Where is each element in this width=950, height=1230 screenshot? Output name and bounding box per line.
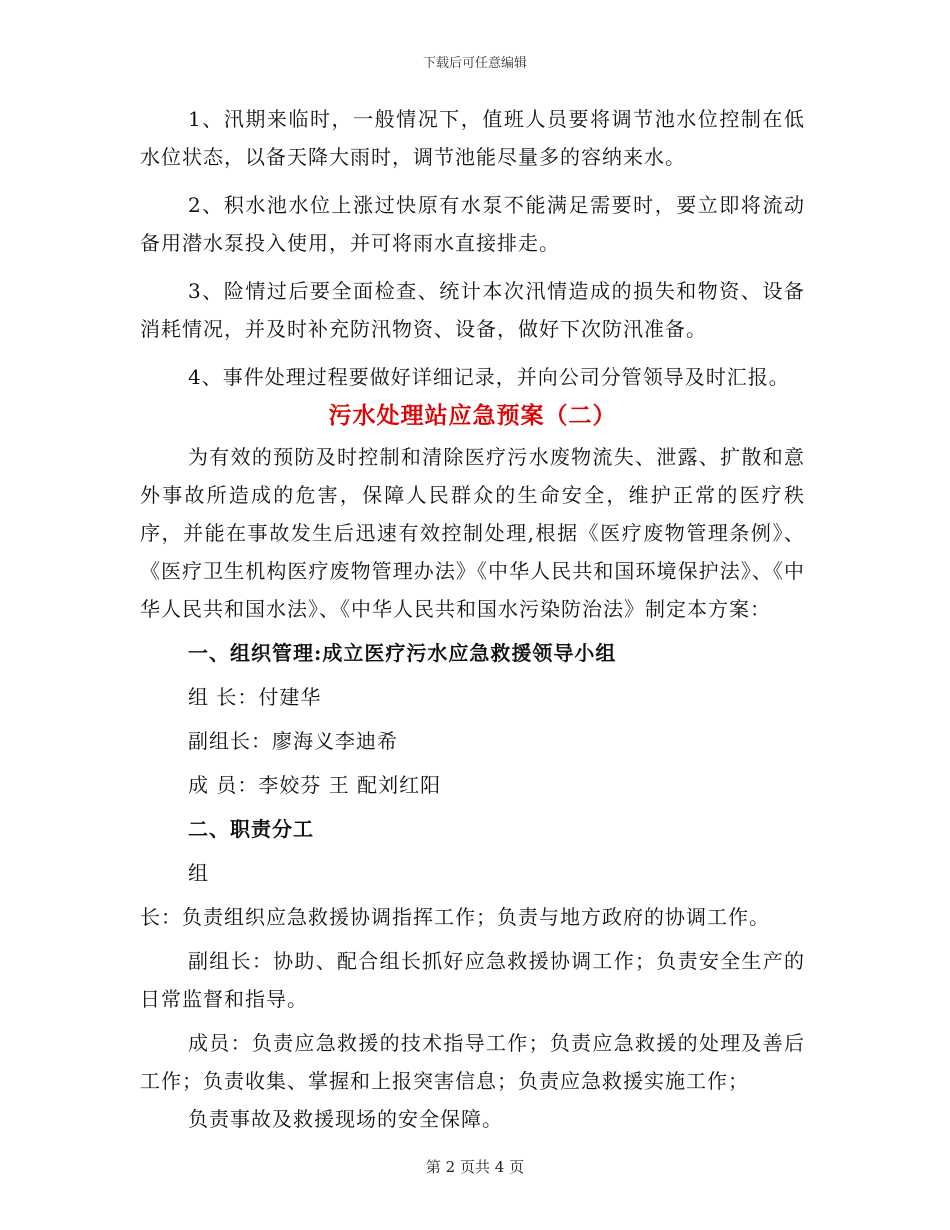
duty-vice-leader: 副组长：协助、配合组长抓好应急救援协调工作；负责安全生产的日常监督和指导。 (140, 949, 805, 1011)
section-title (140, 396, 805, 436)
section-title-text: 污水处理站应急预案（二） (328, 402, 617, 429)
leader-line: 组 长：付建华 (188, 685, 322, 709)
duty-members: 成员：负责应急救援的技术指导工作；负责应急救援的处理及善后工作；负责收集、掌握和上报突害信息；负责应急救援实施工作； (140, 1031, 805, 1093)
section-2-heading: 二、职责分工 (188, 817, 314, 841)
page-header: 下载后可任意编辑 (422, 56, 527, 71)
item-4: 4、事件处理过程要做好详细记录，并向公司分管领导及时汇报。 (188, 365, 790, 389)
vice-leader-line: 副组长：廖海义李迪希 (188, 729, 398, 753)
duty-zu-fragment: 组 (188, 861, 209, 885)
intro-paragraph: 为有效的预防及时控制和清除医疗污水废物流失、泄露、扩散和意外事故所造成的危害，保障人民群众的生命安全，维护正常的医疗秩序，并能在事故发生后迅速有效控制处理,根据《医疗废物管理条例》、《医疗卫生机构医疗废物管理办法》《中华人民共和国环境保护法》、《中华人民共和国水法》、《中华人民共和国水污染防治法》制定本方案： (140, 445, 805, 621)
document-body (140, 100, 805, 1138)
page-footer: 第 2 页共 4 页 (425, 1158, 525, 1176)
item-3: 3、险情过后要全面检查、统计本次汛情造成的损失和物资、设备消耗情况，并及时补充防汛物资、设备，做好下次防汛准备。 (140, 279, 805, 341)
item-1: 1、汛期来临时，一般情况下，值班人员要将调节池水位控制在低水位状态，以备天降大雨时，调节池能尽量多的容纳来水。 (140, 107, 805, 169)
duty-safety: 负责事故及救援现场的安全保障。 (188, 1107, 503, 1131)
duty-leader: 长：负责组织应急救援协调指挥工作；负责与地方政府的协调工作。 (140, 905, 770, 929)
section-1-heading: 一、组织管理:成立医疗污水应急救援领导小组 (188, 641, 617, 665)
members-line: 成 员：李姣芬 王 配刘红阳 (188, 773, 442, 797)
item-2: 2、积水池水位上涨过快原有水泵不能满足需要时，要立即将流动备用潜水泵投入使用，并可将雨水直接排走。 (140, 193, 805, 255)
